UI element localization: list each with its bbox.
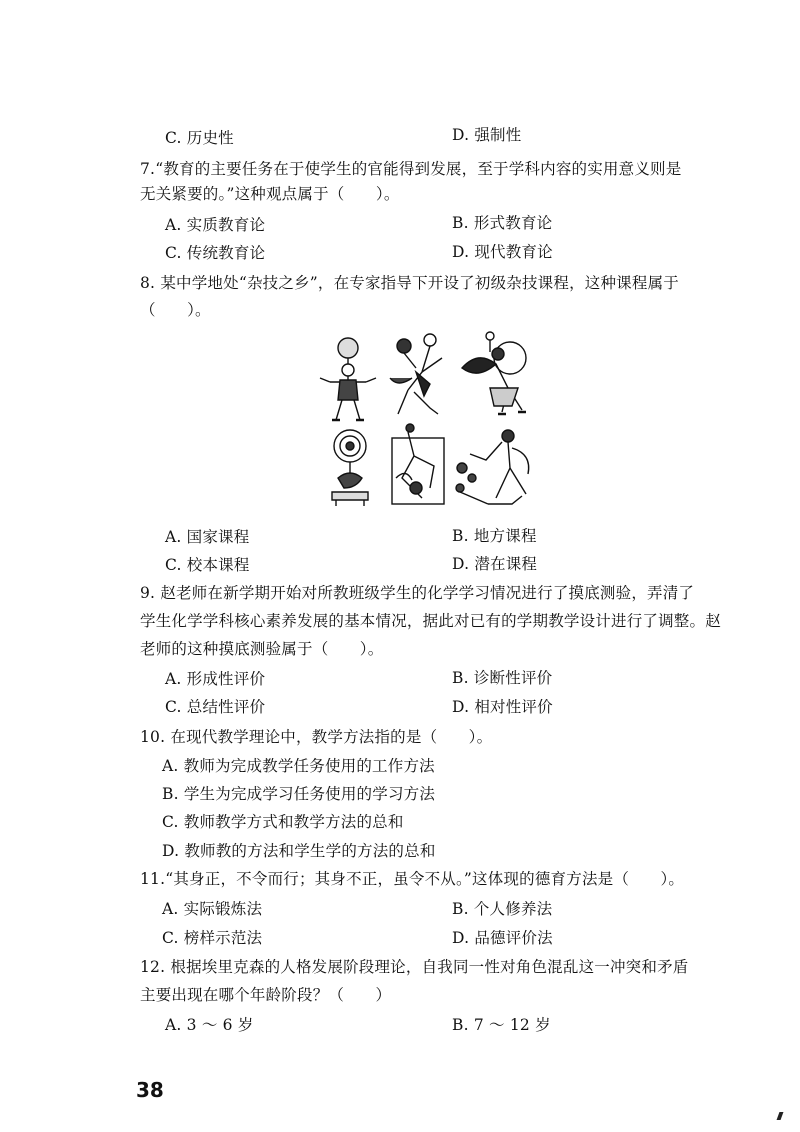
- q7-option-a[interactable]: A. 实质教育论: [165, 216, 266, 234]
- q10-option-b[interactable]: B. 学生为完成学习任务使用的学习方法: [162, 785, 436, 803]
- q9-stem-line3: 老师的这种摸底测验属于（ ）。: [140, 640, 384, 658]
- q8-option-a[interactable]: A. 国家课程: [165, 528, 250, 546]
- q7-stem-line1: 7.“教育的主要任务在于使学生的官能得到发展，至于学科内容的实用意义则是: [140, 160, 682, 178]
- q7-option-b[interactable]: B. 形式教育论: [452, 214, 553, 232]
- q7-option-c[interactable]: C. 传统教育论: [165, 244, 266, 262]
- acrobatics-illustration: [312, 328, 538, 516]
- q12-option-b[interactable]: B. 7 ～ 12 岁: [452, 1016, 551, 1034]
- q9-stem-line2: 学生化学学科核心素养发展的基本情况，据此对已有的学期教学设计进行了调整。赵: [140, 612, 721, 630]
- q8-stem-line1: 8. 某中学地处“杂技之乡”，在专家指导下开设了初级杂技课程，这种课程属于: [140, 274, 679, 292]
- q7-stem-line2: 无关紧要的。”这种观点属于（ ）。: [140, 185, 400, 203]
- q7-option-d[interactable]: D. 现代教育论: [452, 243, 553, 261]
- q6-option-d[interactable]: D. 强制性: [452, 126, 522, 144]
- q6-option-c[interactable]: C. 历史性: [165, 129, 234, 147]
- q9-option-c[interactable]: C. 总结性评价: [165, 698, 266, 716]
- acrobatics-figures-graphic: [312, 328, 538, 516]
- q9-option-d[interactable]: D. 相对性评价: [452, 698, 553, 716]
- performer-3-graphic: [462, 332, 526, 414]
- q11-stem-line1: 11.“其身正，不令而行；其身不正，虽令不从。”这体现的德育方法是（ ）。: [140, 870, 685, 888]
- performer-2-graphic: [390, 334, 442, 414]
- page-number: 38: [136, 1078, 164, 1102]
- q12-stem-line1: 12. 根据埃里克森的人格发展阶段理论，自我同一性对角色混乱这一冲突和矛盾: [140, 958, 689, 976]
- performer-5-graphic: [392, 424, 444, 504]
- q10-stem-line1: 10. 在现代教学理论中，教学方法指的是（ ）。: [140, 728, 493, 746]
- q9-option-b[interactable]: B. 诊断性评价: [452, 669, 553, 687]
- q11-option-a[interactable]: A. 实际锻炼法: [162, 900, 263, 918]
- performer-4-graphic: [332, 430, 368, 506]
- q11-option-c[interactable]: C. 榜样示范法: [162, 929, 263, 947]
- performer-6-graphic: [456, 430, 529, 504]
- q10-option-c[interactable]: C. 教师教学方式和教学方法的总和: [162, 813, 404, 831]
- q11-option-d[interactable]: D. 品德评价法: [452, 929, 553, 947]
- q12-option-a[interactable]: A. 3 ～ 6 岁: [165, 1016, 254, 1034]
- q8-stem-line2: （ ）。: [140, 301, 211, 319]
- q11-option-b[interactable]: B. 个人修养法: [452, 900, 553, 918]
- q8-option-d[interactable]: D. 潜在课程: [452, 555, 538, 573]
- q12-stem-line2: 主要出现在哪个年龄阶段？（ ）: [140, 986, 392, 1004]
- q8-option-c[interactable]: C. 校本课程: [165, 556, 250, 574]
- q8-option-b[interactable]: B. 地方课程: [452, 527, 537, 545]
- q10-option-d[interactable]: D. 教师教的方法和学生学的方法的总和: [162, 842, 436, 860]
- performer-1-graphic: [320, 338, 376, 420]
- q10-option-a[interactable]: A. 教师为完成教学任务使用的工作方法: [162, 757, 435, 775]
- q9-option-a[interactable]: A. 形成性评价: [165, 670, 266, 688]
- scan-mark: [777, 1112, 784, 1120]
- q9-stem-line1: 9. 赵老师在新学期开始对所教班级学生的化学学习情况进行了摸底测验，弄清了: [140, 584, 695, 602]
